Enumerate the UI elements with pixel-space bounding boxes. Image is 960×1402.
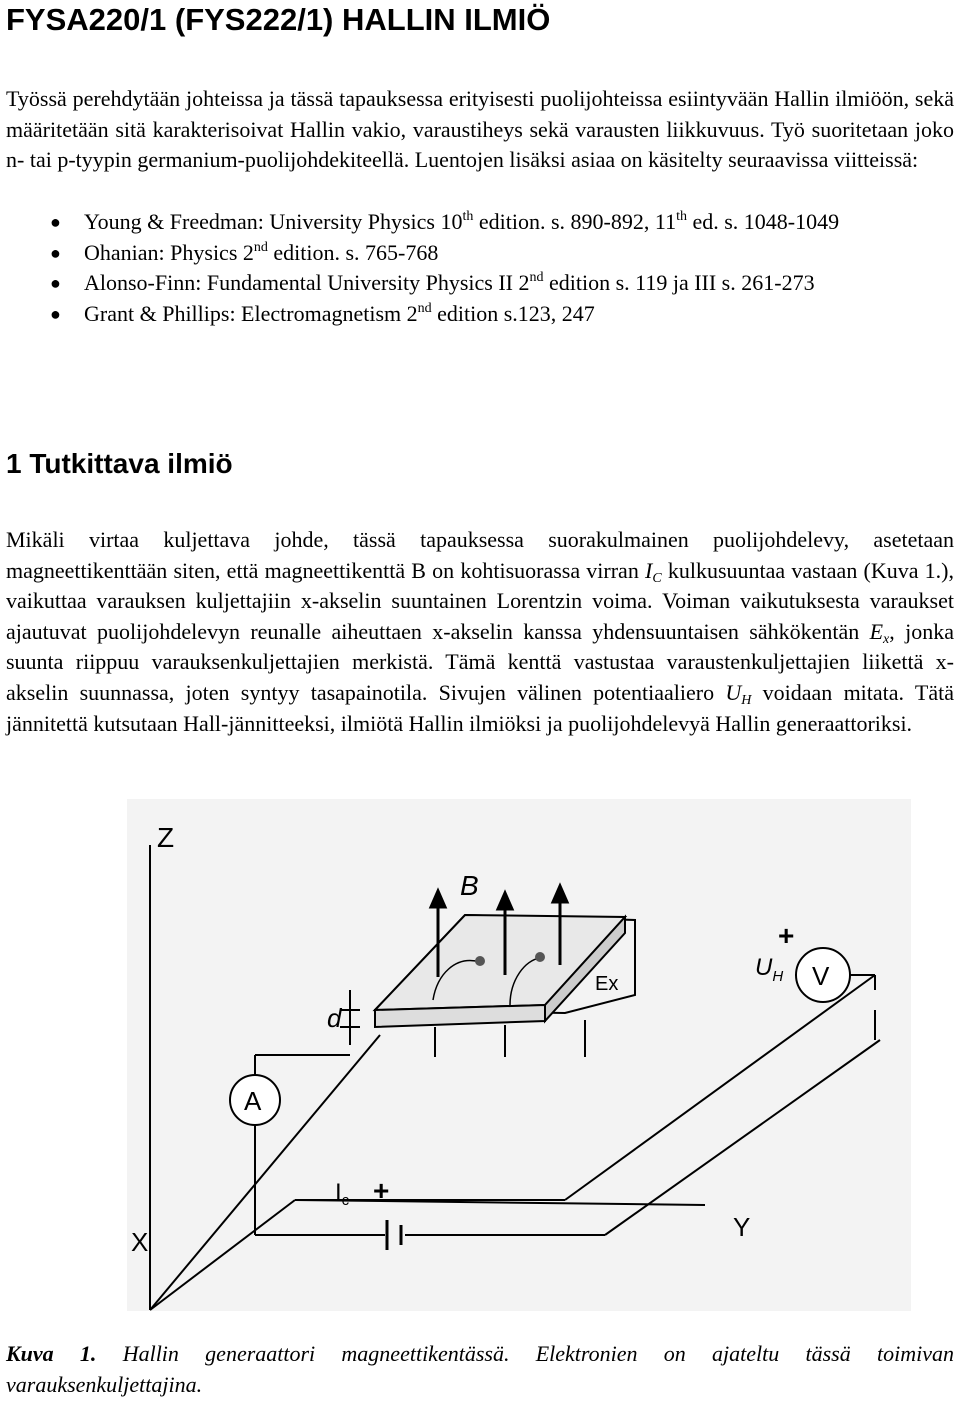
reference-item: ● Ohanian: Physics 2nd edition. s. 765-768 bbox=[6, 238, 954, 269]
thickness-label: d bbox=[327, 1003, 342, 1033]
b-field-label: B bbox=[460, 870, 479, 901]
figure-caption: Kuva 1. Hallin generaattori magneettikentässä. Elektronien on ajateltu tässä toimivan varauksenkuljettajina. bbox=[6, 1341, 954, 1397]
bullet-icon: ● bbox=[50, 273, 61, 294]
electron-dot bbox=[535, 952, 545, 962]
voltmeter-label: V bbox=[812, 961, 830, 991]
reference-list bbox=[6, 207, 954, 329]
reference-item: ● Alonso-Finn: Fundamental University Physics II 2nd edition s. 119 ja III s. 261-273 bbox=[6, 268, 954, 299]
page-title: FYSA220/1 (FYS222/1) HALLIN ILMIÖ bbox=[6, 2, 551, 37]
reference-item: ● Grant & Phillips: Electromagnetism 2nd edition s.123, 247 bbox=[6, 299, 954, 330]
section-paragraph: Mikäli virtaa kuljettava johde, tässä tapauksessa suorakulmainen puolijohdelevy, asetetaan magneettikenttään siten, että magneettikenttä B on kohtisuorassa virran $I_C$ kulkusuuntaa vastaan (Kuva 1.), vaikuttaa varauksen kuljettajiin x-akselin suuntainen Lorentzin voima. Voiman vaikutuksesta varaukset ajautuvat puolijohdelevyn reunalle aiheuttaen x-akselin kanssa yhdensuuntaisen sähkökentän $E_x$, jonka suunta riippuu varauksenkuljettajien merkistä. Tämä kenttä vastustaa varaustenkuljettajien liikettä x-akselin suunnassa, joten syntyy tasapainotila. Sivujen välinen potentiaaliero $U_H$ voidaan mitata. Tätä jännitettä kutsutaan Hall-jännitteeksi, ilmiötä Hallin ilmiöksi ja puolijohdelevyä Hallin generaattoriksi. bbox=[6, 527, 954, 736]
y-axis-label: Y bbox=[733, 1212, 751, 1242]
current-label: $I_c$ bbox=[335, 1179, 350, 1209]
x-axis-label: X bbox=[131, 1227, 149, 1257]
bullet-icon: ● bbox=[50, 212, 61, 232]
uh-label: $U_H$ bbox=[755, 954, 784, 985]
electron-dot bbox=[475, 956, 485, 966]
section-heading: 1 Tutkittava ilmiö bbox=[6, 448, 233, 479]
intro-paragraph: Työssä perehdytään johteissa ja tässä tapauksessa erityisesti puolijohteissa esiintyvään Hallin ilmiöön, sekä määritetään sitä karakterisoivat Hallin vakio, varaustiheys sekä varausten liikkuvuus. Työ suoritetaan joko n- tai p-tyypin germanium-puolijohdekiteellä. Luentojen lisäksi asiaa on käsitelty seuraavissa viitteissä: bbox=[6, 86, 954, 173]
plus-sign: + bbox=[778, 920, 795, 951]
hall-generator-figure bbox=[105, 795, 913, 1315]
ex-label: Ex bbox=[595, 973, 619, 995]
z-axis-label: Z bbox=[157, 822, 175, 853]
bullet-icon: ● bbox=[50, 242, 61, 263]
ammeter-label: A bbox=[244, 1086, 262, 1116]
reference-item: ● Young & Freedman: University Physics 10th edition. s. 890-892, 11th ed. s. 1048-1049 bbox=[6, 207, 954, 238]
plus-sign: + bbox=[373, 1175, 390, 1206]
bullet-icon: ● bbox=[50, 303, 61, 324]
